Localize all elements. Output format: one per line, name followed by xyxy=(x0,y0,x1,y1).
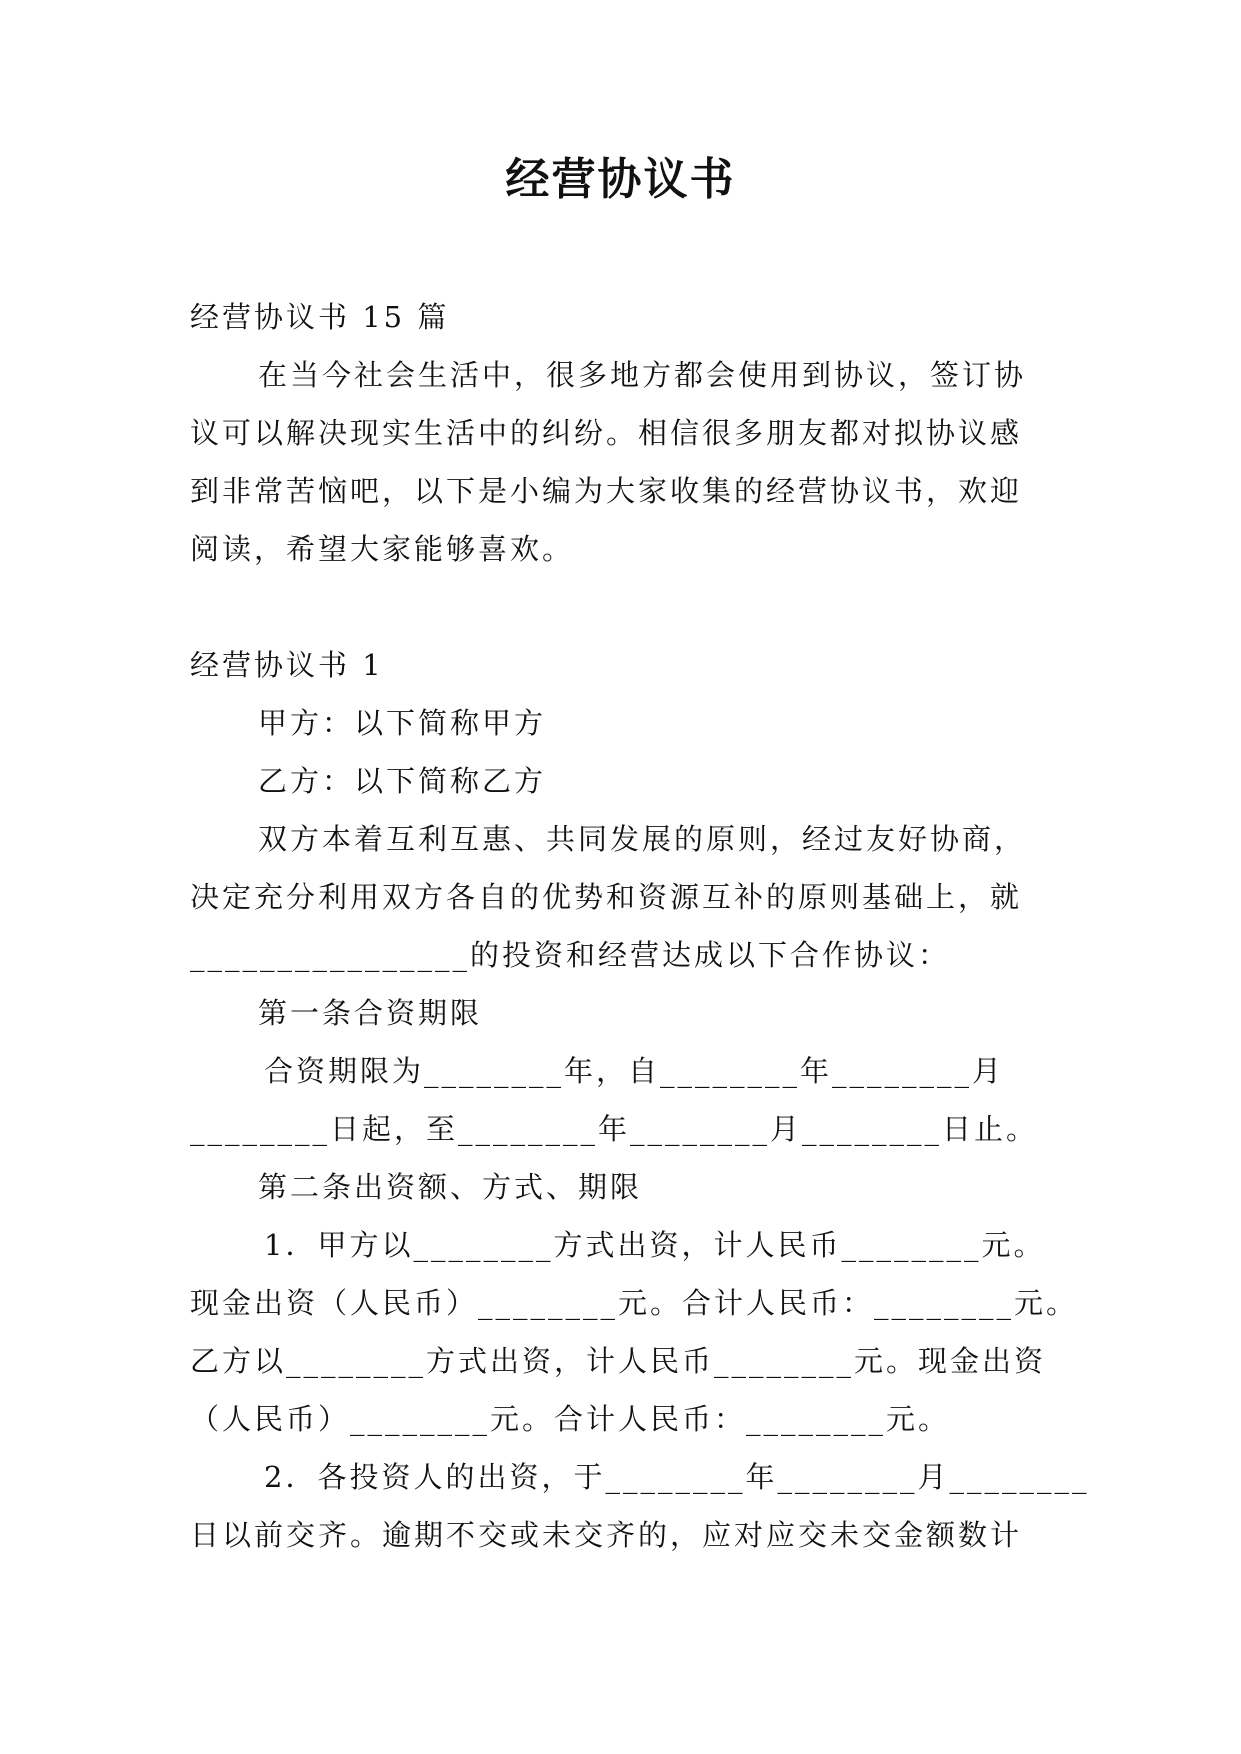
principle-line-3: ________________的投资和经营达成以下合作协议： xyxy=(190,938,951,972)
capital-line-1: 1．甲方以________方式出资，计人民币________元。 xyxy=(264,1228,1046,1262)
capital-line-3: 乙方以________方式出资，计人民币________元。现金出资 xyxy=(190,1344,1047,1378)
party-a-line: 甲方：以下简称甲方 xyxy=(258,706,547,740)
principle-line-2: 决定充分利用双方各自的优势和资源互补的原则基础上，就 xyxy=(190,880,1023,914)
deadline-line-2: 日以前交齐。逾期不交或未交齐的，应对应交未交金额数计 xyxy=(190,1518,1023,1552)
intro-line-3: 到非常苦恼吧，以下是小编为大家收集的经营协议书，欢迎 xyxy=(190,474,1023,508)
article-2-heading: 第二条出资额、方式、期限 xyxy=(258,1170,643,1204)
term-line-2: ________日起，至________年________月________日止。 xyxy=(190,1112,1039,1146)
party-b-line: 乙方：以下简称乙方 xyxy=(258,764,547,798)
capital-line-2: 现金出资（人民币）________元。合计人民币：________元。 xyxy=(190,1286,1079,1320)
term-line-1: 合资期限为________年，自________年________月 xyxy=(264,1054,1005,1088)
document-title: 经营协议书 xyxy=(505,154,736,205)
subtitle-line: 经营协议书 15 篇 xyxy=(190,300,450,334)
section-heading: 经营协议书 1 xyxy=(190,648,384,682)
paragraph-gap xyxy=(190,578,1052,636)
intro-line-2: 议可以解决现实生活中的纠纷。相信很多朋友都对拟协议感 xyxy=(190,416,1023,450)
principle-line-1: 双方本着互利互惠、共同发展的原则，经过友好协商， xyxy=(258,822,1027,856)
document-body xyxy=(190,288,1090,1564)
capital-line-4: （人民币）________元。合计人民币：________元。 xyxy=(190,1402,951,1436)
deadline-line-1: 2．各投资人的出资，于________年________月________ xyxy=(264,1460,1090,1494)
intro-line-1: 在当今社会生活中，很多地方都会使用到协议，签订协 xyxy=(258,358,1027,392)
intro-line-4: 阅读，希望大家能够喜欢。 xyxy=(190,532,575,566)
article-1-heading: 第一条合资期限 xyxy=(258,996,483,1030)
